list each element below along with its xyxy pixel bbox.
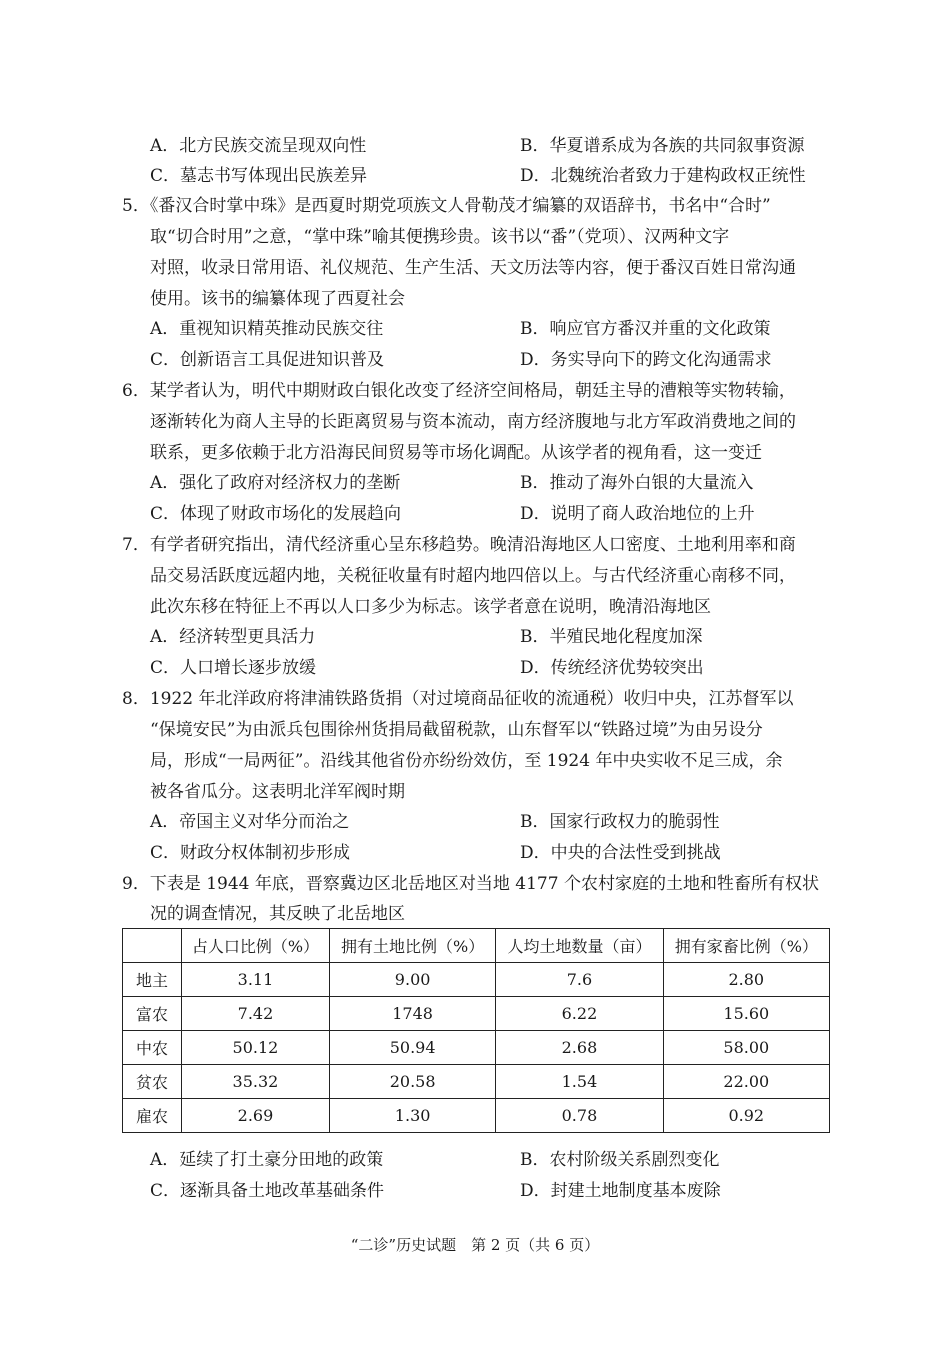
q8-stem-line-4: 被各省瓜分。这表明北洋军阀时期	[150, 782, 405, 802]
q7-stem-line-2: 品交易活跃度远超内地，关税征收量有时超内地四倍以上。与古代经济重心南移不同，	[150, 566, 796, 586]
q5-stem-line-3: 对照，收录日常用语、礼仪规范、生产生活、天文历法等内容，便于番汉百姓日常沟通	[150, 258, 796, 278]
page-footer: “二诊”历史试题 第 2 页（共 6 页）	[350, 1236, 600, 1254]
table-cell: 7.6	[496, 963, 663, 997]
table-header-cell: 占人口比例（%）	[182, 929, 330, 963]
table-header-row	[123, 929, 830, 963]
q7-option-a: A．经济转型更具活力	[150, 627, 316, 647]
q7-stem-line-3: 此次东移在特征上不再以人口多少为标志。该学者意在说明，晚清沿海地区	[150, 597, 711, 617]
q5-stem-line-2: 取“切合时用”之意，“掌中珠”喻其便携珍贵。该书以“番”（党项）、汉两种文字	[150, 227, 730, 247]
q6-stem-line-2: 逐渐转化为商人主导的长距离贸易与资本流动，南方经济腹地与北方军政消费地之间的	[150, 412, 796, 432]
table-cell: 0.78	[496, 1099, 663, 1133]
table-cell: 0.92	[663, 1099, 829, 1133]
q8-option-c: C．财政分权体制初步形成	[150, 843, 351, 863]
q6-option-d: D．说明了商人政治地位的上升	[520, 504, 755, 524]
q9-option-d: D．封建土地制度基本废除	[520, 1181, 721, 1201]
q5-stem-line-4: 使用。该书的编纂体现了西夏社会	[150, 289, 405, 309]
table-cell: 贫农	[123, 1065, 182, 1099]
q4-option-d: D．北魏统治者致力于建构政权正统性	[520, 166, 806, 186]
table-cell: 地主	[123, 963, 182, 997]
q9-option-c: C．逐渐具备土地改革基础条件	[150, 1181, 385, 1201]
table-cell: 2.80	[663, 963, 829, 997]
table-cell: 2.68	[496, 1031, 663, 1065]
q4-option-b: B．华夏谱系成为各族的共同叙事资源	[520, 136, 805, 156]
q5-option-b: B．响应官方番汉并重的文化政策	[520, 319, 771, 339]
table-cell: 15.60	[663, 997, 829, 1031]
q9-option-a: A．延续了打土豪分田地的政策	[150, 1150, 384, 1170]
q7-option-d: D．传统经济优势较突出	[520, 658, 704, 678]
q4-option-c: C．墓志书写体现出民族差异	[150, 166, 368, 186]
table-cell: 50.94	[329, 1031, 495, 1065]
q8-stem-line-1: 8．1922 年北洋政府将津浦铁路货捐（对过境商品征收的流通税）收归中央，江苏督军以	[122, 689, 794, 709]
table-cell: 1.30	[329, 1099, 495, 1133]
land-survey-table	[122, 928, 830, 1133]
q9-stem-line-2: 况的调查情况，其反映了北岳地区	[150, 904, 405, 924]
table-cell: 20.58	[329, 1065, 495, 1099]
q9-option-b: B．农村阶级关系剧烈变化	[520, 1150, 720, 1170]
q7-option-c: C．人口增长逐步放缓	[150, 658, 317, 678]
q8-option-b: B．国家行政权力的脆弱性	[520, 812, 720, 832]
q8-stem-line-3: 局，形成“一局两征”。沿线其他省份亦纷纷效仿，至 1924 年中央实收不足三成，余	[150, 751, 783, 771]
q6-option-a: A．强化了政府对经济权力的垄断	[150, 473, 401, 493]
table-row	[123, 1065, 830, 1099]
table-cell: 9.00	[329, 963, 495, 997]
table-cell: 2.69	[182, 1099, 330, 1133]
table-row	[123, 997, 830, 1031]
table-cell: 6.22	[496, 997, 663, 1031]
table-header-cell: 拥有家畜比例（%）	[663, 929, 829, 963]
q8-option-d: D．中央的合法性受到挑战	[520, 843, 721, 863]
table-header-cell	[123, 929, 182, 963]
q6-stem-line-1: 6．某学者认为，明代中期财政白银化改变了经济空间格局，朝廷主导的漕粮等实物转输，	[122, 381, 796, 401]
q9-stem-line-1: 9．下表是 1944 年底，晋察冀边区北岳地区对当地 4177 个农村家庭的土地和牲畜所有权状	[122, 874, 819, 894]
q7-option-b: B．半殖民地化程度加深	[520, 627, 703, 647]
table-row	[123, 1099, 830, 1133]
table-header-cell: 拥有土地比例（%）	[329, 929, 495, 963]
q5-option-c: C．创新语言工具促进知识普及	[150, 350, 385, 370]
q7-stem-line-1: 7．有学者研究指出，清代经济重心呈东移趋势。晚清沿海地区人口密度、土地利用率和商	[122, 535, 796, 555]
q5-option-d: D．务实导向下的跨文化沟通需求	[520, 350, 772, 370]
table-cell: 7.42	[182, 997, 330, 1031]
table-cell: 3.11	[182, 963, 330, 997]
table-cell: 58.00	[663, 1031, 829, 1065]
table-cell: 雇农	[123, 1099, 182, 1133]
q5-stem-line-1: 5．《番汉合时掌中珠》是西夏时期党项族文人骨勒茂才编纂的双语辞书，书名中“合时”	[122, 196, 771, 216]
table-cell: 22.00	[663, 1065, 829, 1099]
q8-option-a: A．帝国主义对华分而治之	[150, 812, 350, 832]
table-row	[123, 963, 830, 997]
table-cell: 富农	[123, 997, 182, 1031]
q4-option-a: A．北方民族交流呈现双向性	[150, 136, 367, 156]
table-cell: 1.54	[496, 1065, 663, 1099]
table-row	[123, 1031, 830, 1065]
q5-option-a: A．重视知识精英推动民族交往	[150, 319, 384, 339]
table-header-cell: 人均土地数量（亩）	[496, 929, 663, 963]
table-cell: 35.32	[182, 1065, 330, 1099]
q6-option-c: C．体现了财政市场化的发展趋向	[150, 504, 402, 524]
table-cell: 1748	[329, 997, 495, 1031]
q6-stem-line-3: 联系，更多依赖于北方沿海民间贸易等市场化调配。从该学者的视角看，这一变迁	[150, 443, 762, 463]
q8-stem-line-2: “保境安民”为由派兵包围徐州货捐局截留税款，山东督军以“铁路过境”为由另设分	[150, 720, 763, 740]
q6-option-b: B．推动了海外白银的大量流入	[520, 473, 754, 493]
table-cell: 50.12	[182, 1031, 330, 1065]
table-cell: 中农	[123, 1031, 182, 1065]
